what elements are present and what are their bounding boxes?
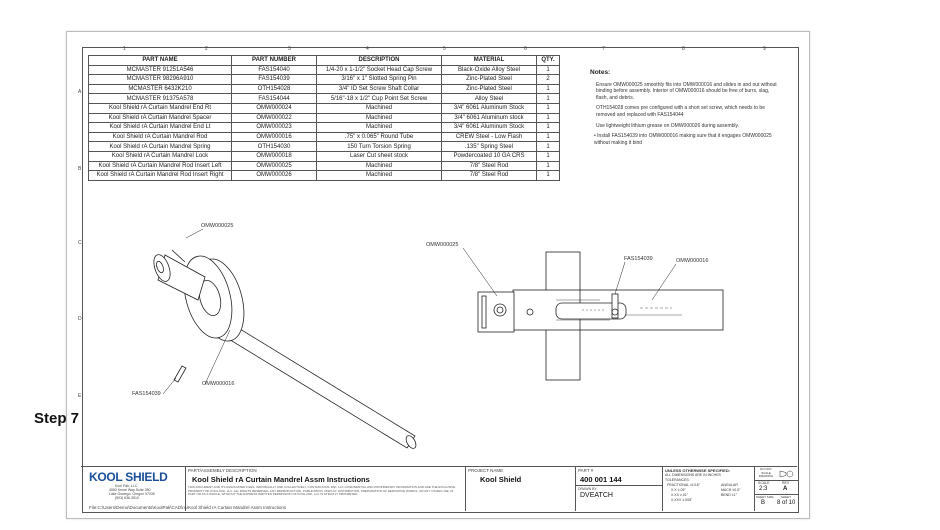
bom-header-material: MATERIAL: [442, 56, 537, 66]
callout-omw000016-right: OMW000016: [676, 258, 709, 264]
isometric-spacer-disk: [176, 251, 252, 347]
bom-header-part-number: PART NUMBER: [232, 56, 317, 66]
unless-title: UNLESS OTHERWISE SPECIFIED:: [665, 468, 731, 473]
bom-cell-qty: 1: [537, 84, 560, 94]
zone-col: 2: [205, 46, 208, 52]
callout-fas154039-right: FAS154039: [624, 256, 653, 262]
bom-cell-part-name: MCMASTER 91251A546: [89, 65, 232, 75]
project-cell: [465, 467, 576, 511]
zone-row: A: [78, 89, 82, 95]
bom-header-qty: QTY.: [537, 56, 560, 66]
sheet-label: SHEET: [781, 495, 792, 499]
part-label: PART #: [578, 468, 594, 473]
callout-fas154039-left: FAS154039: [132, 391, 161, 397]
bom-cell-description: Laser Cut sheet stock: [317, 151, 442, 161]
note-item: Ensure OMW000025 smoothly fits into OMW000016 and slides in and out without binding before assembly. Interior of OMW000016 should be free of burrs, slag, flash, and debris.: [596, 81, 777, 101]
scale-value: 2:3: [759, 486, 768, 492]
tolerances-label: TOLERANCES:: [665, 478, 690, 482]
drawn-by-value: DVEATCH: [580, 492, 613, 499]
bom-cell-part-name: Kool Shield rA Curtain Mandrel Lock: [89, 151, 232, 161]
tol-x: X.X ±.05": [671, 488, 686, 492]
bom-cell-part-name: Kool Shield rA Curtain Mandrel Rod Insert Right: [89, 171, 232, 181]
project-value: Kool Shield: [480, 475, 522, 484]
tolerance-cell: [662, 467, 755, 511]
kool-shield-logo: KOOL SHIELD: [89, 470, 168, 484]
bom-cell-part-name: Kool Shield rA Curtain Mandrel Spacer: [89, 113, 232, 123]
bom-cell-part-number: FAS154040: [232, 65, 317, 75]
zone-col: 9: [763, 46, 766, 52]
zone-col: 8: [682, 46, 685, 52]
bom-cell-description: 1/4-20 x 1-1/2" Socket Head Cap Screw: [317, 65, 442, 75]
bom-cell-description: 3/4" ID Set Screw Shaft Collar: [317, 84, 442, 94]
tol-angular: ANGULAR: [721, 483, 738, 487]
zone-col: 4: [366, 46, 369, 52]
description-value: Kool Shield rA Curtain Mandrel Assm Instructions: [192, 475, 370, 484]
rev-value: A: [783, 486, 788, 492]
zone-col: 5: [443, 46, 446, 52]
tol-xxx: X.XXX ±.005": [671, 498, 693, 502]
bom-header-description: DESCRIPTION: [317, 56, 442, 66]
bom-cell-part-number: OMW000023: [232, 123, 317, 133]
leader-line: [615, 262, 625, 294]
zone-row: B: [78, 166, 82, 172]
notes-heading: Notes:: [590, 69, 611, 76]
bom-cell-material: Powdercoated 10 GA CRS: [442, 151, 537, 161]
bom-cell-description: Machined: [317, 161, 442, 171]
bom-cell-qty: 1: [537, 171, 560, 181]
step-label: Step 7: [34, 410, 80, 427]
bom-cell-part-name: Kool Shield rA Curtain Mandrel Rod: [89, 132, 232, 142]
zone-row: D: [78, 316, 82, 322]
sheet-size-value: B: [761, 500, 766, 506]
zone-row: E: [78, 393, 82, 399]
bom-cell-description: Machined: [317, 103, 442, 113]
bom-cell-part-number: OMW000026: [232, 171, 317, 181]
bom-cell-part-number: OMW000016: [232, 132, 317, 142]
tol-bend: BEND ±1°: [721, 493, 737, 497]
description-label: PART/ASSEMBLY DESCRIPTION: [188, 468, 257, 473]
note-bullet: •: [594, 133, 596, 140]
part-cell: [575, 467, 663, 511]
bom-cell-description: Machined: [317, 123, 442, 133]
zone-col: 1: [123, 46, 126, 52]
note-item: OTH154028 comes pre configured with a short set screw, which needs to be removed and replaced with FAS154044: [596, 105, 765, 118]
bom-cell-qty: 1: [537, 103, 560, 113]
callout-omw000025-right: OMW000025: [426, 242, 459, 248]
sheet-value: 8 of 10: [777, 500, 796, 506]
bom-cell-part-number: OMW000025: [232, 161, 317, 171]
sheet-size-label: SHEET SIZE: [756, 495, 774, 499]
logo-company: Kool Pak, LLC: [115, 484, 138, 488]
project-label: PROJECT NAME: [468, 468, 504, 473]
bom-cell-description: Machined: [317, 171, 442, 181]
bom-cell-part-name: Kool Shield rA Curtain Mandrel Rod Insert Left: [89, 161, 232, 171]
bom-cell-part-name: Kool Shield rA Curtain Mandrel End Rt: [89, 103, 232, 113]
bom-cell-qty: 1: [537, 161, 560, 171]
logo-city: Lake Oswego, Oregon 97035: [109, 492, 155, 496]
bom-cell-qty: 1: [537, 65, 560, 75]
isometric-spring-pin: [174, 366, 186, 382]
zone-row: C: [78, 240, 82, 246]
part-value: 400 001 144: [580, 475, 622, 484]
bom-cell-material: 3/4" 6061 Aluminum Stock: [442, 123, 537, 133]
bom-cell-material: 7/8" Steel Rod: [442, 161, 537, 171]
drawn-by-label: DRAWN BY: [578, 487, 597, 491]
zone-col: 3: [288, 46, 291, 52]
note-item-text: Install FAS154039 into OMW000016 making sure that it engages OMW000025 without making it bind: [594, 133, 772, 146]
bom-cell-part-name: Kool Shield rA Curtain Mandrel End Lt: [89, 123, 232, 133]
bom-cell-part-number: FAS154044: [232, 94, 317, 104]
bom-cell-part-name: MCMASTER 6432K210: [89, 84, 232, 94]
bom-cell-material: 3/4" 6061 Aluminum stock: [442, 113, 537, 123]
bom-cell-description: 3/16" x 1" Slotted Spring Pin: [317, 75, 442, 85]
bom-cell-material: CREW Steel - Low Flash: [442, 132, 537, 142]
bom-header-part-name: PART NAME: [89, 56, 232, 66]
tol-mach: MACH ±0.5°: [721, 488, 741, 492]
zone-col: 7: [602, 46, 605, 52]
bom-cell-description: 5/16"-18 x 1/2" Cup Point Set Screw: [317, 94, 442, 104]
bom-cell-material: 3/4" 6061 Aluminum Stock: [442, 103, 537, 113]
sheet-info-cell: [754, 467, 798, 511]
bom-cell-qty: 1: [537, 132, 560, 142]
bom-cell-material: Alloy Steel: [442, 94, 537, 104]
leader-line: [163, 378, 176, 394]
bom-cell-material: .135" Spring Steel: [442, 142, 537, 152]
isometric-rod: [214, 318, 418, 450]
bom-cell-qty: 1: [537, 94, 560, 104]
bom-cell-qty: 1: [537, 142, 560, 152]
tol-xx: X.XX ±.01": [671, 493, 688, 497]
logo-address: 4550 Kruse Way Suite 350: [109, 488, 151, 492]
rev-label: REV: [782, 481, 790, 485]
bom-cell-part-number: OTH154030: [232, 142, 317, 152]
bom-cell-qty: 1: [537, 123, 560, 133]
bom-cell-material: Zinc-Plated Steel: [442, 75, 537, 85]
callout-omw000016-left: OMW000016: [202, 381, 235, 387]
callout-omw000025-left: OMW000025: [201, 223, 234, 229]
bom-cell-part-name: MCMASTER 98296A910: [89, 75, 232, 85]
bom-cell-part-number: OMW000022: [232, 113, 317, 123]
logo-phone: (503) 636-3510: [115, 496, 139, 500]
leader-line: [186, 229, 203, 238]
bom-cell-part-name: MCMASTER 91375A578: [89, 94, 232, 104]
bom-cell-qty: 2: [537, 75, 560, 85]
bom-cell-material: Zinc-Plated Steel: [442, 84, 537, 94]
bom-cell-qty: 1: [537, 113, 560, 123]
bom-cell-part-number: OTH154028: [232, 84, 317, 94]
bom-cell-material: 7/8" Steel Rod: [442, 171, 537, 181]
unless-units: ALL DIMENSIONS ARE IN INCHES: [665, 473, 721, 477]
confidential-notice: THIS DOCUMENT AND ITS ASSOCIATED FILES, INDIVIDUALLY AND COLLECTIVELY, CONTAIN KOOL PAK, LLC CONFIDENTIAL AND PROPRIETARY INFORMATION AND ARE THE EXCLUSIVE PROPERTY OF KOOL PAK, LLC. ALL RIGHTS RESERVED. ANY REPRODUCTION, PUBLICATION, DISPLAY, DISTRIBUTION, PREPARATION OF DERIVATIVE WORKS, OR ANY OTHER USE, IN PART OR AS A WHOLE, WITHOUT THE EXPRESS WRITTEN PERMISSION OF KOOL PAK, LLC IS STRICTLY PROHIBITED.: [188, 485, 456, 497]
bom-cell-part-number: FAS154039: [232, 75, 317, 85]
projection-symbol-icon: [778, 469, 796, 479]
bom-cell-part-name: Kool Shield rA Curtain Mandrel Spring: [89, 142, 232, 152]
scale-label: SCALE: [758, 481, 770, 485]
bom-cell-description: .75" x 0.065" Round Tube: [317, 132, 442, 142]
bom-cell-description: 150 Turn Torsion Spring: [317, 142, 442, 152]
bom-cell-material: Black-Oxide Alloy Steel: [442, 65, 537, 75]
leader-line: [463, 248, 497, 296]
do-not-scale: DO NOT SCALE DRAWING: [758, 467, 774, 478]
file-path: File:C:\Users\Demo\Documents\KoolPak\CAD\rA\Kool Shield rA Curtain Mandrel Assm Instructions: [89, 505, 287, 510]
bom-cell-qty: 1: [537, 151, 560, 161]
part-divider: [576, 485, 663, 486]
bom-cell-description: Machined: [317, 113, 442, 123]
note-item: Use lightweight lithium grease on OMW000026 during assembly.: [596, 122, 740, 129]
bom-cell-part-number: OMW000024: [232, 103, 317, 113]
zone-col: 6: [524, 46, 527, 52]
bom-cell-part-number: OMW000018: [232, 151, 317, 161]
tol-fractional: FRACTIONAL ±1/16": [667, 483, 700, 487]
